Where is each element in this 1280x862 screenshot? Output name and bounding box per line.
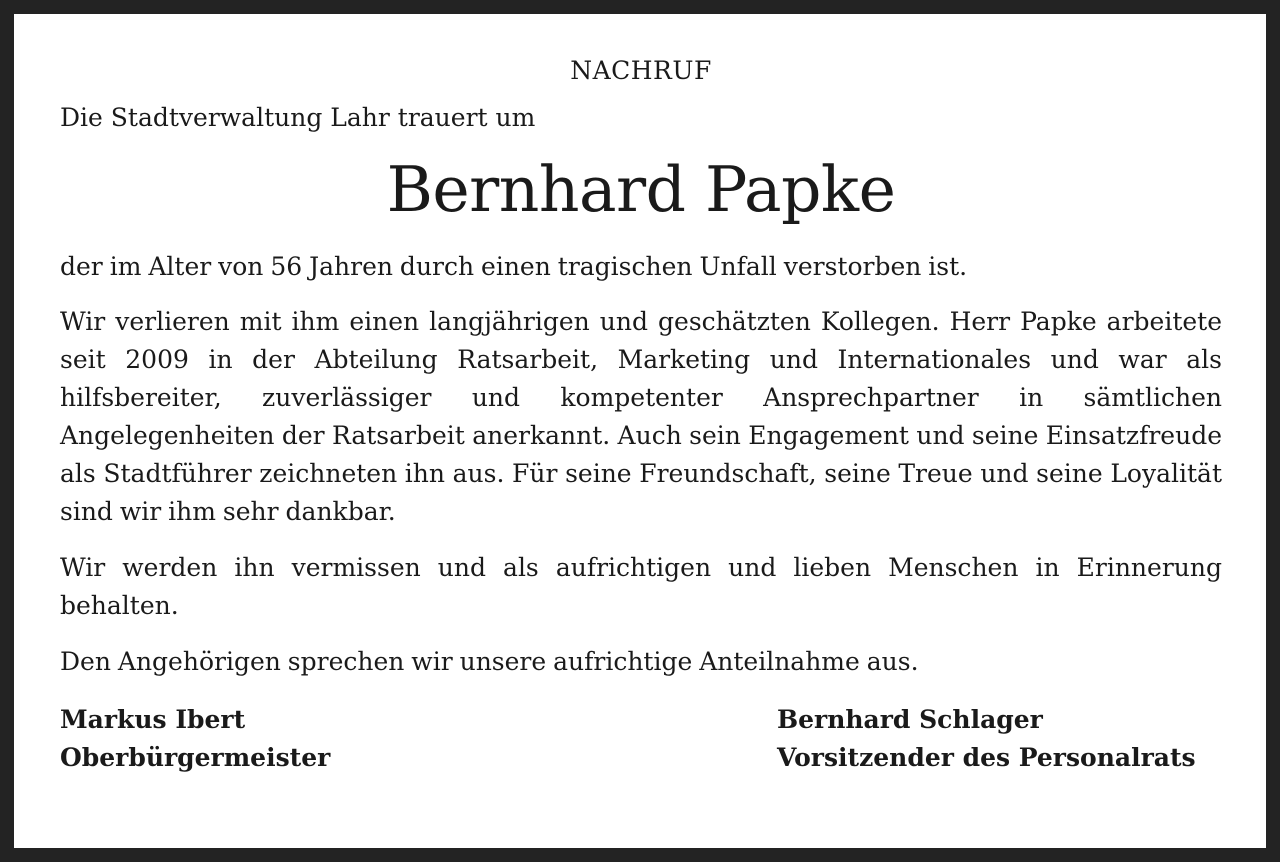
deceased-name: Bernhard Papke: [386, 153, 896, 226]
signature-block: [60, 701, 1222, 777]
tribute-paragraph: Wir verlieren mit ihm einen langjährigen und geschätzten Kollegen. Herr Papke arbeitete seit 2009 in der Abteilung Ratsarbeit, Marketing und Internationales und war als hilfsbereiter, zuverlässiger und kompetenter Ansprechpartner in sämtlichen Angelegenheiten der Ratsarbeit anerkannt. Auch sein Engagement und seine Einsatzfreude als Stadtführer zeichneten ihn aus. Für seine Freundschaft, seine Treue und seine Loyalität sind wir ihm sehr dankbar.: [60, 307, 1222, 526]
remembrance-paragraph: Wir werden ihn vermissen und als aufrichtigen und lieben Menschen in Erinnerung behalten.: [60, 553, 1222, 620]
obituary-content: [60, 56, 1222, 777]
signatory-title: Oberbürgermeister: [60, 743, 331, 772]
condolence-paragraph: Den Angehörigen sprechen wir unsere aufrichtige Anteilnahme aus.: [60, 647, 919, 676]
signatory-title: Vorsitzender des Personalrats: [777, 743, 1196, 772]
signatory-name: Bernhard Schlager: [777, 705, 1043, 734]
notice-heading: NACHRUF: [570, 56, 712, 85]
signatory-name: Markus Ibert: [60, 705, 246, 734]
notice-intro: Die Stadtverwaltung Lahr trauert um: [60, 103, 536, 132]
age-paragraph: der im Alter von 56 Jahren durch einen tragischen Unfall verstorben ist.: [60, 252, 968, 281]
signature-staff-council: [777, 701, 1222, 777]
signature-mayor: [60, 701, 620, 777]
